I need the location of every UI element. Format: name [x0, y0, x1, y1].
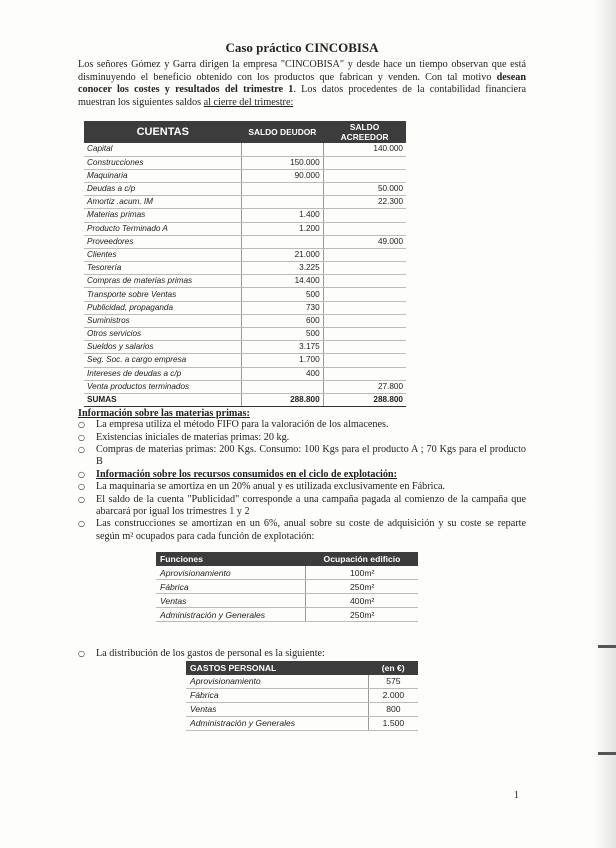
table-row — [156, 594, 418, 608]
resources-heading-text: Información sobre los recursos consumidos en el ciclo de explotación: — [96, 468, 397, 480]
account-credit — [323, 367, 406, 380]
account-debit: 3.225 — [242, 262, 324, 275]
function-name: Ventas — [156, 594, 306, 608]
list-item-text: La distribución de los gastos de personal es la siguiente: — [96, 648, 325, 660]
list-item-text: La maquinaria se amortiza en un 20% anual y es utilizada exclusivamente en Fábrica. — [96, 481, 446, 493]
list-item-text: Las construcciones se amortizan en un 6%, anual sobre su coste de adquisición y su coste se reparte según m² ocupados para cada función de explotación: — [96, 518, 526, 542]
account-credit — [323, 328, 406, 341]
page-edge-mark — [598, 752, 616, 755]
table-row — [186, 675, 418, 689]
table-row — [156, 580, 418, 594]
account-debit: 600 — [242, 314, 324, 327]
bullet-icon: ○ — [78, 420, 85, 430]
sum-row — [84, 393, 406, 406]
intro-text-2: . Los datos procedentes de la contabilidad financiera muestran los siguientes saldos — [78, 84, 526, 108]
account-name: Sueldos y salarios — [84, 341, 242, 354]
list-item — [78, 648, 526, 660]
bullet-icon: ○ — [78, 649, 85, 659]
account-name: Deudas a c/p — [84, 182, 242, 195]
intro-underline: al cierre del trimestre: — [203, 96, 294, 108]
account-credit — [323, 169, 406, 182]
account-name: Maquinaria — [84, 169, 242, 182]
function-occupation: 400m² — [306, 594, 418, 608]
personnel-amount: 1.500 — [368, 716, 418, 730]
account-name: Otros servicios — [84, 328, 242, 341]
account-debit: 500 — [242, 328, 324, 341]
intro-bold: desean conocer los costes y resultados del trimestre 1 — [78, 71, 526, 96]
table-row — [84, 380, 406, 393]
account-credit: 50.000 — [323, 182, 406, 195]
header-occupation: Ocupación edificio — [306, 552, 418, 566]
account-credit — [323, 222, 406, 235]
table-row — [84, 301, 406, 314]
account-credit — [323, 301, 406, 314]
account-name: Suministros — [84, 314, 242, 327]
list-item — [78, 432, 526, 444]
header-euros: (en €) — [368, 661, 418, 675]
table-row — [84, 196, 406, 209]
account-credit: 27.800 — [323, 380, 406, 393]
account-name: Producto Terminado A — [84, 222, 242, 235]
table-row — [84, 341, 406, 354]
personnel-amount: 2.000 — [368, 688, 418, 702]
sum-debit: 288.800 — [242, 393, 324, 406]
account-name: Venta productos terminados — [84, 380, 242, 393]
personnel-body — [186, 675, 418, 731]
list-item — [78, 481, 526, 493]
account-name: Intereses de deudas a c/p — [84, 367, 242, 380]
account-credit — [323, 156, 406, 169]
function-name: Aprovisionamiento — [156, 566, 306, 580]
list-item — [78, 444, 526, 469]
account-credit — [323, 262, 406, 275]
resources-heading — [78, 469, 526, 481]
materials-list — [78, 419, 526, 543]
function-occupation: 250m² — [306, 580, 418, 594]
personnel-header-row — [186, 661, 418, 675]
account-debit: 21.000 — [242, 248, 324, 261]
account-debit: 3.175 — [242, 341, 324, 354]
table-row — [84, 143, 406, 156]
table-row — [84, 262, 406, 275]
account-debit — [242, 143, 324, 156]
personnel-amount: 800 — [368, 702, 418, 716]
table-row — [84, 328, 406, 341]
materials-heading: Información sobre las materias primas: — [78, 408, 250, 420]
functions-table — [156, 552, 418, 622]
personnel-function: Fábrica — [186, 688, 368, 702]
header-accounts: CUENTAS — [84, 121, 242, 143]
document-title: Caso práctico CINCOBISA — [225, 40, 379, 55]
personnel-amount: 575 — [368, 675, 418, 689]
bullet-icon: ○ — [78, 482, 85, 492]
table-row — [186, 716, 418, 730]
account-credit: 22.300 — [323, 196, 406, 209]
table-row — [84, 288, 406, 301]
list-item-text: Compras de materias primas: 200 Kgs. Consumo: 100 Kgs para el producto A ; 70 Kgs para el producto B — [96, 443, 526, 468]
personnel-function: Ventas — [186, 702, 368, 716]
table-row — [186, 688, 418, 702]
function-occupation: 100m² — [306, 566, 418, 580]
account-debit — [242, 182, 324, 195]
table-row — [84, 156, 406, 169]
page-number: 1 — [514, 790, 519, 801]
account-credit: 140.000 — [323, 143, 406, 156]
accounts-table — [84, 121, 406, 407]
personnel-list — [78, 648, 526, 660]
personnel-table — [186, 661, 418, 731]
account-debit: 400 — [242, 367, 324, 380]
account-name: Transporte sobre Ventas — [84, 288, 242, 301]
account-credit — [323, 209, 406, 222]
account-name: Capital — [84, 143, 242, 156]
table-row — [84, 275, 406, 288]
table-row — [186, 702, 418, 716]
header-functions: Funciones — [156, 552, 306, 566]
account-name: Amortiz .acum. IM — [84, 196, 242, 209]
list-item — [78, 518, 526, 543]
account-credit — [323, 248, 406, 261]
table-row — [156, 608, 418, 622]
intro-text-1: Los señores Gómez y Garra dirigen la empresa "CINCOBISA" y desde hace un tiempo observan que está disminuyendo el beneficio obtenido con los productos que fabrican y venden. Con tal motivo — [78, 59, 526, 83]
bullet-icon: ○ — [78, 519, 85, 529]
account-debit — [242, 380, 324, 393]
accounts-header-row — [84, 121, 406, 143]
sum-credit: 288.800 — [323, 393, 406, 406]
sum-label: SUMAS — [84, 393, 242, 406]
table-row — [84, 169, 406, 182]
intro-paragraph — [78, 59, 526, 109]
personnel-function: Administración y Generales — [186, 716, 368, 730]
table-row — [84, 354, 406, 367]
accounts-body — [84, 143, 406, 406]
header-personnel: GASTOS PERSONAL — [186, 661, 368, 675]
list-item-text: La empresa utiliza el método FIFO para la valoración de los almacenes. — [96, 419, 389, 431]
account-credit — [323, 314, 406, 327]
account-debit: 500 — [242, 288, 324, 301]
account-debit: 1.700 — [242, 354, 324, 367]
account-name: Materias primas — [84, 209, 242, 222]
account-credit — [323, 354, 406, 367]
table-row — [84, 182, 406, 195]
account-name: Construcciones — [84, 156, 242, 169]
function-name: Administración y Generales — [156, 608, 306, 622]
document-page — [78, 40, 526, 731]
account-debit — [242, 235, 324, 248]
account-credit — [323, 288, 406, 301]
function-occupation: 250m² — [306, 608, 418, 622]
account-debit: 14.400 — [242, 275, 324, 288]
account-name: Tesorería — [84, 262, 242, 275]
functions-body — [156, 566, 418, 622]
header-debit: SALDO DEUDOR — [242, 121, 324, 143]
bullet-icon: ○ — [78, 494, 85, 504]
table-row — [156, 566, 418, 580]
account-name: Seg. Soc. a cargo empresa — [84, 354, 242, 367]
account-name: Clientes — [84, 248, 242, 261]
account-debit: 1.400 — [242, 209, 324, 222]
table-row — [84, 314, 406, 327]
account-debit: 90.000 — [242, 169, 324, 182]
bullet-icon: ○ — [78, 469, 85, 479]
table-row — [84, 222, 406, 235]
header-credit: SALDO ACREEDOR — [323, 121, 406, 143]
list-item-text: Existencias iniciales de materias primas: 20 kg. — [96, 431, 290, 443]
account-debit: 730 — [242, 301, 324, 314]
page-edge-mark — [598, 645, 616, 648]
list-item — [78, 419, 526, 431]
account-credit: 49.000 — [323, 235, 406, 248]
account-credit — [323, 275, 406, 288]
account-name: Proveedores — [84, 235, 242, 248]
account-name: Publicidad, propaganda — [84, 301, 242, 314]
table-row — [84, 235, 406, 248]
page-edge-shadow — [594, 0, 616, 848]
functions-header-row — [156, 552, 418, 566]
bullet-icon: ○ — [78, 444, 85, 454]
table-row — [84, 248, 406, 261]
account-name: Compras de materias primas — [84, 275, 242, 288]
materials-heading-text: Información sobre las materias primas — [78, 408, 247, 420]
account-debit: 1.200 — [242, 222, 324, 235]
account-credit — [323, 341, 406, 354]
personnel-function: Aprovisionamiento — [186, 675, 368, 689]
table-row — [84, 367, 406, 380]
function-name: Fábrica — [156, 580, 306, 594]
table-row — [84, 209, 406, 222]
list-item — [78, 494, 526, 519]
list-item-text: El saldo de la cuenta "Publicidad" corresponde a una campaña pagada al comienzo de la campaña que abarcará por igual los trimestres 1 y 2 — [96, 493, 526, 517]
account-debit: 150.000 — [242, 156, 324, 169]
account-debit — [242, 196, 324, 209]
bullet-icon: ○ — [78, 432, 85, 442]
